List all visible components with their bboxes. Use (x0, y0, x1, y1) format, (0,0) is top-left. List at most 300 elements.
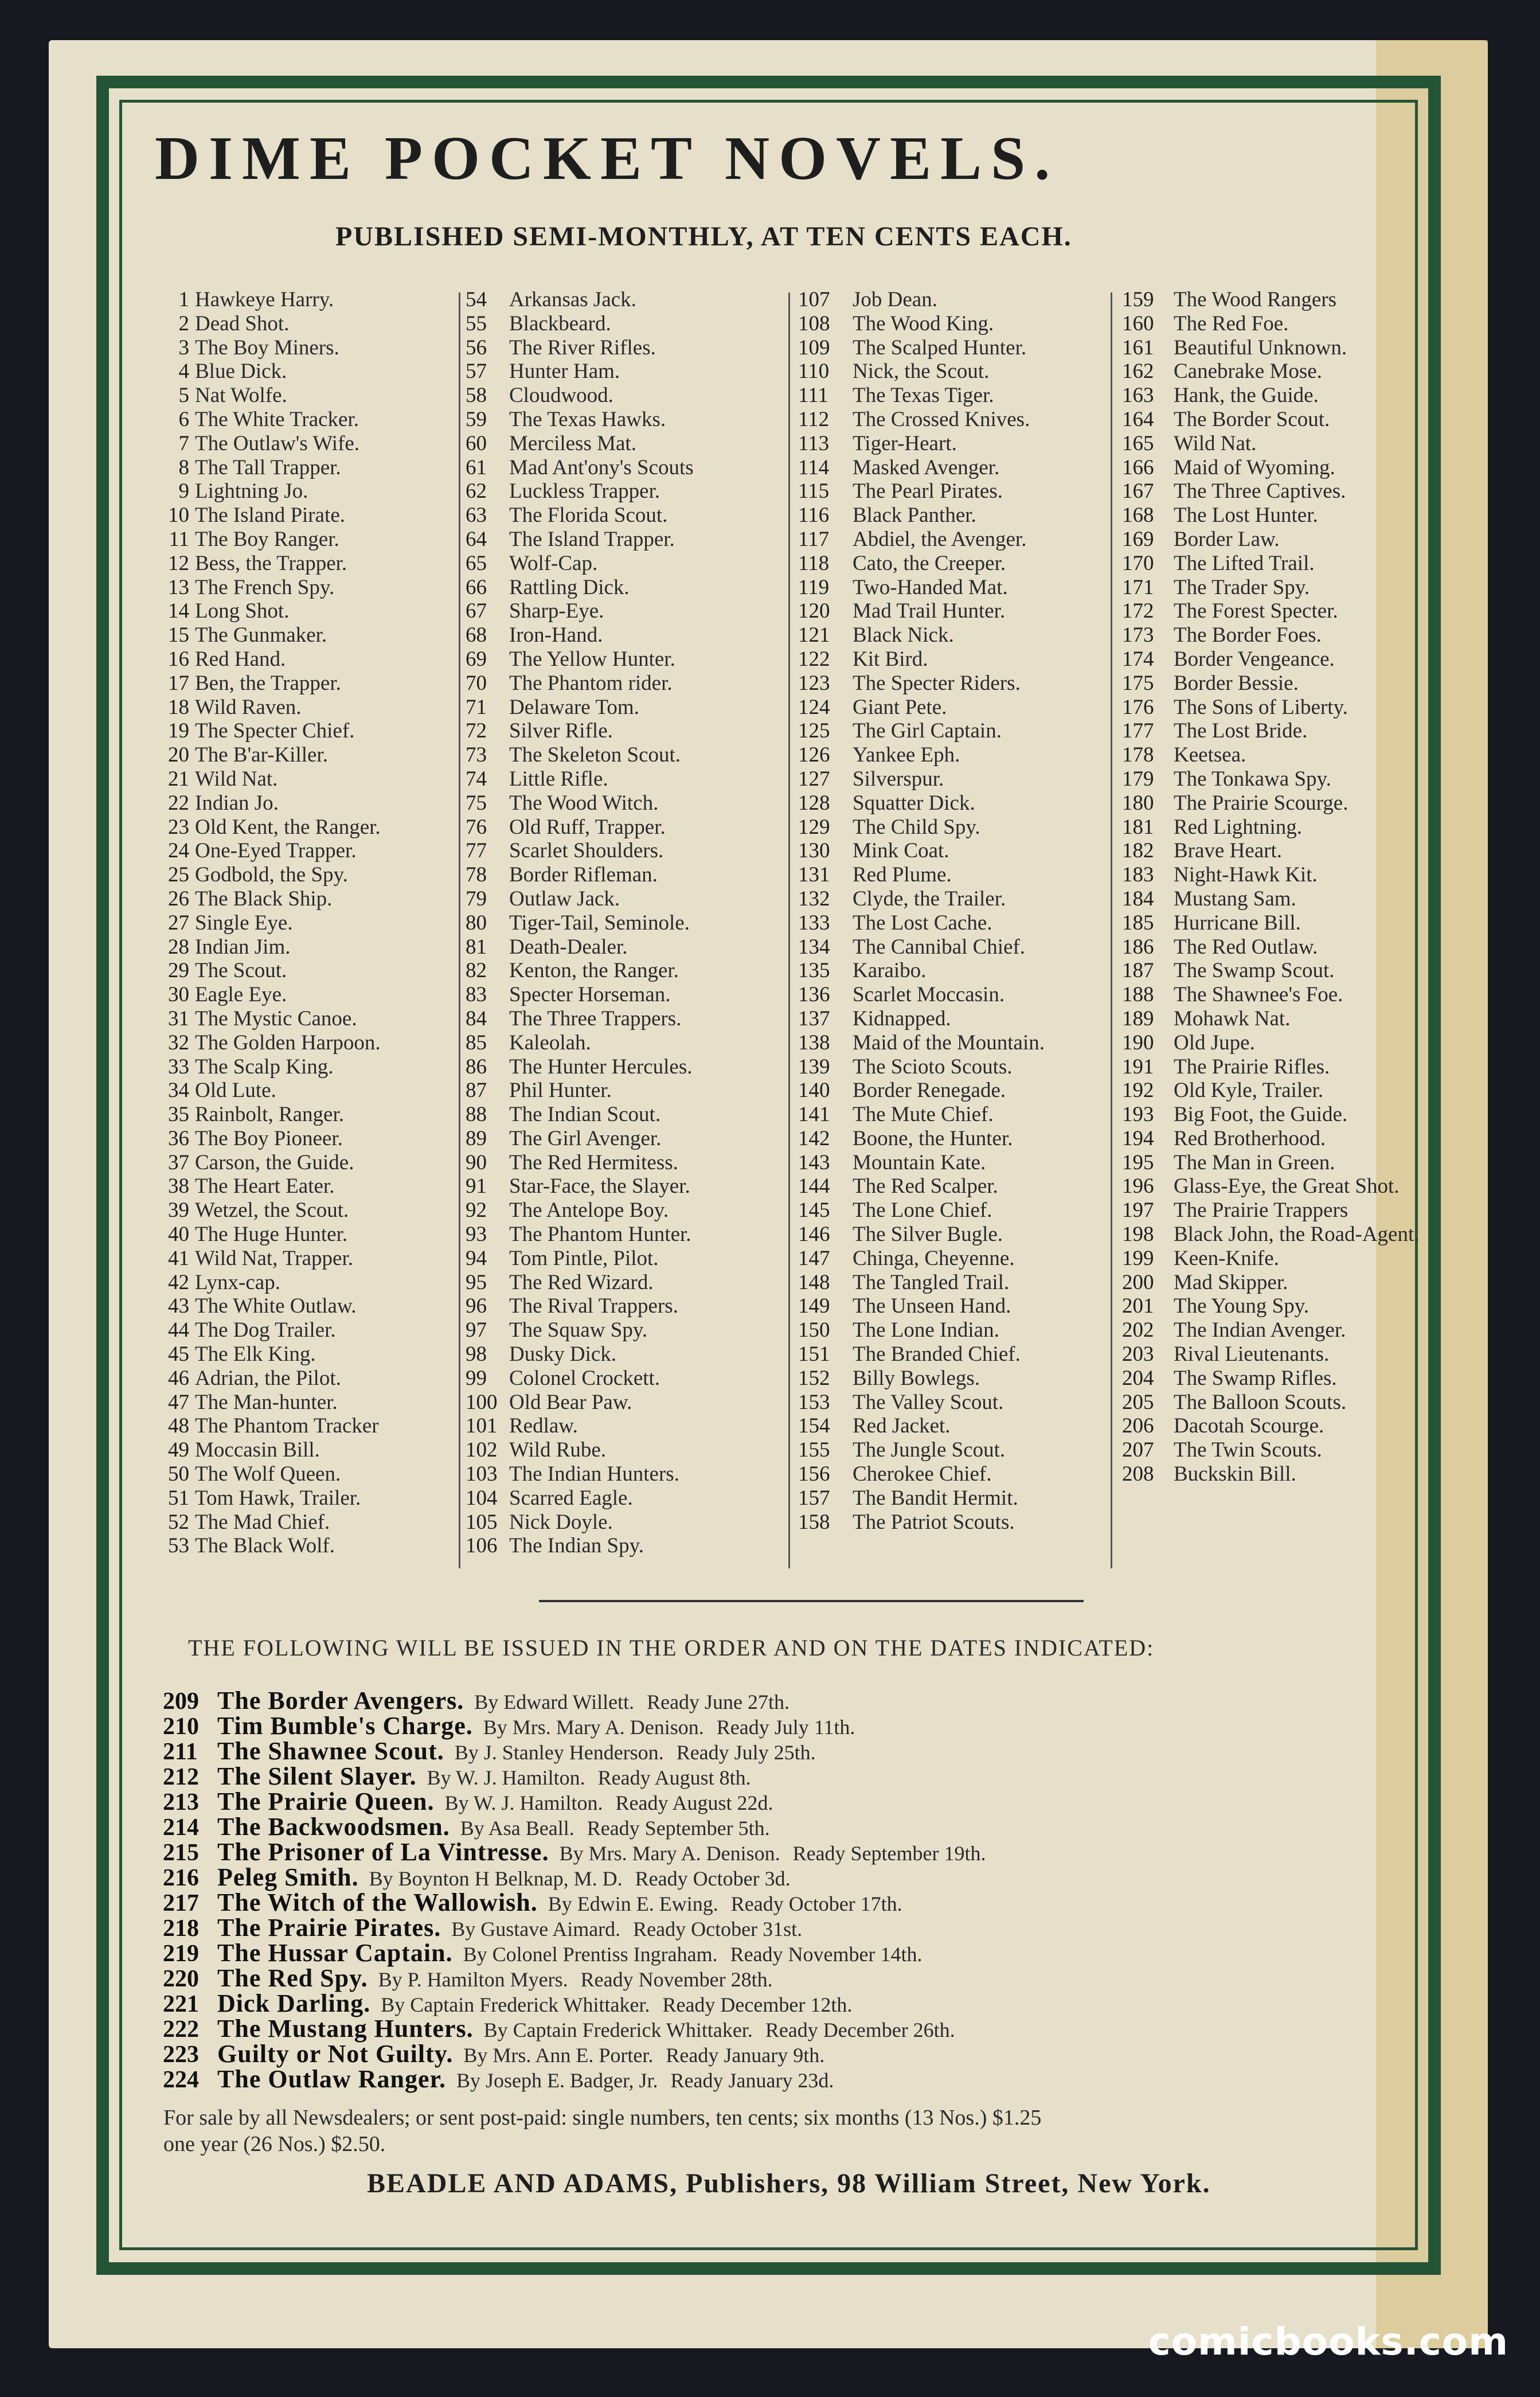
catalog-entry (798, 312, 1045, 336)
entry-number: 38 (168, 1174, 189, 1198)
catalog-entry (1122, 863, 1420, 887)
entry-number: 154 (798, 1414, 830, 1438)
catalog-entry (798, 1391, 1045, 1415)
entry-title: Two-Handed Mat. (853, 575, 1008, 599)
entry-number: 143 (798, 1150, 830, 1174)
entry-title: Rattling Dick. (509, 575, 630, 599)
catalog-entry (466, 1055, 694, 1079)
entry-title: Wolf-Cap. (509, 551, 598, 575)
catalog-entry (798, 791, 1045, 815)
catalog-entry (798, 336, 1045, 360)
entry-number: 193 (1122, 1103, 1154, 1127)
catalog-entry (162, 719, 381, 743)
entry-number: 79 (466, 887, 487, 911)
entry-number: 6 (178, 407, 189, 431)
entry-title: The Prairie Rifles. (1174, 1055, 1330, 1079)
entry-title: Nat Wolfe. (195, 384, 287, 408)
catalog-entry (466, 647, 694, 672)
entry-title: The Wolf Queen. (195, 1462, 341, 1486)
entry-number: 23 (168, 815, 189, 839)
entry-number: 3 (178, 335, 189, 360)
entry-number: 29 (168, 959, 189, 983)
catalog-entry (798, 1151, 1045, 1175)
entry-number: 144 (798, 1174, 830, 1198)
catalog-entry (1122, 1391, 1420, 1415)
catalog-entry (798, 1031, 1045, 1055)
entry-title: The Red Foe. (1174, 311, 1289, 335)
catalog-entry (466, 767, 694, 791)
entry-title: Mountain Kate. (853, 1150, 986, 1174)
entry-number: 195 (1122, 1150, 1154, 1174)
issue-title: The Red Spy. (217, 1964, 368, 1992)
entry-title: Outlaw Jack. (509, 887, 620, 911)
entry-title: Godbold, the Spy. (195, 863, 348, 887)
entry-number: 102 (466, 1438, 498, 1462)
entry-title: Glass-Eye, the Great Shot. (1174, 1174, 1400, 1198)
entry-number: 65 (466, 551, 487, 575)
entry-number: 50 (168, 1462, 189, 1486)
entry-title: Dead Shot. (195, 311, 290, 335)
entry-number: 125 (798, 719, 830, 743)
entry-title: Night-Hawk Kit. (1174, 863, 1318, 887)
entry-title: Delaware Tom. (509, 695, 639, 719)
catalog-entry (798, 1079, 1045, 1103)
entry-number: 200 (1122, 1270, 1154, 1294)
entry-number: 205 (1122, 1390, 1154, 1414)
entry-number: 147 (798, 1246, 830, 1270)
entry-number: 98 (466, 1342, 487, 1367)
entry-title: The Man in Green. (1174, 1150, 1335, 1174)
issue-title: The Outlaw Ranger. (217, 2065, 446, 2093)
catalog-entry (1122, 1438, 1420, 1462)
catalog-entry (466, 528, 694, 552)
catalog-entry (162, 696, 381, 720)
catalog-entry (466, 719, 694, 743)
catalog-entry (1122, 983, 1420, 1007)
entry-number: 168 (1122, 503, 1154, 528)
catalog-entry (466, 1247, 694, 1271)
catalog-entry (1122, 1318, 1420, 1342)
catalog-entry (1122, 432, 1420, 456)
entry-title: The Three Captives. (1174, 479, 1346, 503)
catalog-entry (798, 1127, 1045, 1151)
forthcoming-item (163, 1989, 986, 2017)
issue-title: Guilty or Not Guilty. (217, 2040, 454, 2068)
catalog-entry (466, 1342, 694, 1367)
entry-number: 75 (466, 791, 487, 815)
entry-title: Black Nick. (853, 623, 954, 647)
entry-number: 150 (798, 1318, 830, 1342)
issue-title: The Prairie Pirates. (217, 1914, 441, 1942)
entry-title: Scarlet Moccasin. (853, 983, 1005, 1007)
entry-number: 9 (178, 479, 189, 503)
catalog-entry (1122, 1367, 1420, 1391)
catalog-entry (466, 384, 694, 408)
catalog-entry (466, 360, 694, 384)
issue-date: Ready September 5th. (587, 1817, 770, 1840)
issue-number: 209 (163, 1688, 199, 1715)
entry-number: 161 (1122, 335, 1154, 360)
catalog-entry (798, 887, 1045, 911)
catalog-entry (1122, 1462, 1420, 1486)
entry-title: Tiger-Heart. (853, 431, 957, 455)
entry-title: The Wood King. (853, 311, 994, 335)
entry-title: The Red Outlaw. (1174, 935, 1318, 959)
entry-number: 73 (466, 743, 487, 767)
entry-title: Border Rifleman. (509, 863, 658, 887)
catalog-entry (1122, 479, 1420, 503)
entry-number: 139 (798, 1055, 830, 1079)
catalog-column-2 (466, 288, 694, 1558)
entry-number: 52 (168, 1510, 189, 1534)
entry-number: 104 (466, 1486, 498, 1510)
entry-title: The Rival Trappers. (509, 1294, 678, 1318)
catalog-entry (162, 1367, 381, 1391)
forthcoming-heading: THE FOLLOWING WILL BE ISSUED IN THE ORDER AND ON THE DATES INDICATED: (188, 1635, 1155, 1661)
catalog-entry (1122, 719, 1420, 743)
entry-title: Big Foot, the Guide. (1174, 1103, 1348, 1127)
entry-number: 116 (798, 503, 830, 528)
entry-title: Keetsea. (1174, 743, 1246, 767)
entry-title: The Indian Scout. (509, 1103, 661, 1127)
entry-title: Border Law. (1174, 527, 1280, 551)
entry-number: 109 (798, 335, 830, 360)
entry-number: 101 (466, 1414, 498, 1438)
catalog-entry (798, 360, 1045, 384)
entry-number: 180 (1122, 791, 1154, 815)
catalog-entry (466, 599, 694, 623)
issue-author: By W. J. Hamilton. (444, 1791, 603, 1814)
entry-number: 196 (1122, 1174, 1154, 1198)
entry-title: Mad Trail Hunter. (853, 599, 1006, 623)
entry-title: The Shawnee's Foe. (1174, 983, 1343, 1007)
entry-title: Kaleolah. (509, 1030, 591, 1055)
catalog-entry (798, 839, 1045, 863)
forthcoming-item (163, 1815, 986, 1840)
catalog-entry (798, 1271, 1045, 1295)
entry-title: The White Outlaw. (195, 1294, 357, 1318)
issue-title: The Backwoodsmen. (217, 1813, 450, 1841)
entry-title: The Island Trapper. (509, 527, 675, 551)
entry-title: Scarred Eagle. (509, 1486, 633, 1510)
entry-title: The Pearl Pirates. (853, 479, 1003, 503)
column-divider (788, 292, 790, 1568)
entry-number: 120 (798, 599, 830, 623)
entry-title: Nick Doyle. (509, 1510, 613, 1534)
entry-number: 22 (168, 791, 189, 815)
catalog-column-4 (1122, 288, 1420, 1486)
catalog-entry (162, 1486, 381, 1510)
entry-title: The Three Trappers. (509, 1006, 682, 1030)
entry-number: 27 (168, 911, 189, 935)
catalog-entry (1122, 1031, 1420, 1055)
catalog-entry (798, 576, 1045, 600)
catalog-entry (1122, 599, 1420, 623)
entry-title: The Dog Trailer. (195, 1318, 336, 1342)
entry-number: 189 (1122, 1006, 1154, 1030)
entry-number: 190 (1122, 1030, 1154, 1055)
issue-date: Ready October 31st. (633, 1918, 803, 1941)
catalog-entry (1122, 312, 1420, 336)
catalog-entry (162, 672, 381, 696)
catalog-entry (466, 1391, 694, 1415)
catalog-entry (466, 552, 694, 576)
entry-number: 141 (798, 1103, 830, 1127)
entry-number: 134 (798, 935, 830, 959)
entry-title: Old Ruff, Trapper. (509, 815, 666, 839)
entry-title: The Lost Bride. (1174, 719, 1308, 743)
entry-number: 169 (1122, 527, 1154, 551)
catalog-entry (466, 1462, 694, 1486)
entry-number: 111 (798, 384, 828, 408)
issue-number: 210 (163, 1713, 199, 1740)
catalog-entry (466, 983, 694, 1007)
catalog-entry (466, 1510, 694, 1535)
entry-title: Wetzel, the Scout. (195, 1198, 349, 1223)
entry-number: 198 (1122, 1223, 1154, 1247)
entry-number: 136 (798, 983, 830, 1007)
entry-title: Job Dean. (853, 288, 937, 311)
catalog-entry (162, 815, 381, 840)
entry-number: 71 (466, 695, 487, 719)
entry-title: Eagle Eye. (195, 983, 287, 1007)
issue-author: By Mrs. Ann E. Porter. (463, 2044, 654, 2067)
entry-title: The Scalped Hunter. (853, 335, 1027, 360)
sale-line: For sale by all Newsdealers; or sent post-paid: single numbers, ten cents; six months (13 Nos.) $1.25 (163, 2106, 1042, 2130)
forthcoming-item (163, 1941, 986, 1966)
entry-title: The Lost Hunter. (1174, 503, 1318, 528)
catalog-entry (466, 432, 694, 456)
issue-date: Ready January 9th. (666, 2044, 825, 2067)
catalog-entry (162, 1462, 381, 1486)
entry-number: 5 (178, 384, 189, 408)
entry-title: The Black Wolf. (195, 1534, 335, 1558)
catalog-entry (466, 479, 694, 503)
entry-title: The Specter Chief. (195, 719, 355, 743)
catalog-entry (162, 1271, 381, 1295)
catalog-entry (162, 1414, 381, 1438)
entry-number: 106 (466, 1534, 498, 1558)
entry-title: Border Renegade. (853, 1079, 1006, 1103)
entry-number: 112 (798, 407, 830, 431)
catalog-entry (798, 408, 1045, 432)
catalog-entry (1122, 552, 1420, 576)
entry-title: Yankee Eph. (853, 743, 960, 767)
catalog-entry (1122, 1294, 1420, 1318)
entry-title: Keen-Knife. (1174, 1246, 1279, 1270)
entry-number: 24 (168, 839, 189, 863)
issue-author: By P. Hamilton Myers. (378, 1968, 568, 1991)
catalog-entry (162, 623, 381, 647)
entry-number: 16 (168, 647, 189, 671)
catalog-entry (162, 1247, 381, 1271)
issue-title: The Prairie Queen. (217, 1787, 435, 1816)
entry-title: Red Plume. (853, 863, 952, 887)
entry-title: Giant Pete. (853, 695, 947, 719)
entry-title: Old Bear Paw. (509, 1390, 632, 1414)
entry-title: Single Eye. (195, 911, 293, 935)
entry-title: The Indian Spy. (509, 1534, 644, 1558)
catalog-entry (1122, 336, 1420, 360)
catalog-entry (162, 503, 381, 528)
entry-number: 152 (798, 1366, 830, 1390)
catalog-entry (1122, 935, 1420, 959)
entry-title: Red Brotherhood. (1174, 1126, 1326, 1150)
entry-title: The Black Ship. (195, 887, 333, 911)
entry-number: 158 (798, 1510, 830, 1534)
catalog-entry (1122, 1151, 1420, 1175)
catalog-entry (466, 1486, 694, 1510)
catalog-entry (162, 1127, 381, 1151)
issue-number: 212 (163, 1764, 199, 1790)
entry-number: 59 (466, 407, 487, 431)
entry-number: 40 (168, 1223, 189, 1247)
entry-number: 117 (798, 527, 830, 551)
entry-title: Dacotah Scourge. (1174, 1414, 1324, 1438)
entry-title: Black John, the Road-Agent. (1174, 1223, 1420, 1247)
entry-number: 61 (466, 455, 487, 479)
entry-number: 58 (466, 384, 487, 408)
entry-title: The Heart Eater. (195, 1174, 335, 1198)
entry-number: 171 (1122, 575, 1154, 599)
entry-number: 119 (798, 575, 830, 599)
entry-title: The Boy Pioneer. (195, 1126, 343, 1150)
catalog-entry (798, 1414, 1045, 1438)
issue-title: The Shawnee Scout. (217, 1737, 444, 1765)
catalog-entry (162, 479, 381, 503)
entry-number: 30 (168, 983, 189, 1007)
page-title: DIME POCKET NOVELS. (155, 124, 1060, 193)
entry-title: Death-Dealer. (509, 935, 628, 959)
catalog-entry (798, 767, 1045, 791)
entry-number: 114 (798, 455, 830, 479)
entry-title: The Skeleton Scout. (509, 743, 681, 767)
entry-number: 172 (1122, 599, 1154, 623)
issue-author: By Edwin E. Ewing. (548, 1892, 718, 1915)
catalog-entry (798, 528, 1045, 552)
catalog-entry (798, 1198, 1045, 1223)
catalog-entry (466, 1127, 694, 1151)
catalog-entry (798, 1223, 1045, 1247)
entry-title: Hank, the Guide. (1174, 384, 1319, 408)
entry-title: The Crossed Knives. (853, 407, 1030, 431)
entry-title: Redlaw. (509, 1414, 578, 1438)
catalog-entry (466, 743, 694, 767)
catalog-entry (798, 1510, 1045, 1535)
entry-number: 1 (178, 288, 189, 311)
entry-number: 129 (798, 815, 830, 839)
entry-title: The Swamp Scout. (1174, 959, 1335, 983)
entry-number: 44 (168, 1318, 189, 1342)
entry-number: 137 (798, 1006, 830, 1030)
catalog-entry (162, 1079, 381, 1103)
catalog-entry (1122, 503, 1420, 528)
entry-title: The Lifted Trail. (1174, 551, 1315, 575)
entry-title: Clyde, the Trailer. (853, 887, 1006, 911)
entry-number: 69 (466, 647, 487, 671)
entry-number: 182 (1122, 839, 1154, 863)
entry-number: 11 (169, 527, 189, 551)
issue-author: By Captain Frederick Whittaker. (381, 1993, 650, 2016)
entry-title: Ben, the Trapper. (195, 671, 341, 695)
entry-title: Red Hand. (195, 647, 286, 671)
entry-number: 74 (466, 767, 487, 791)
catalog-column-3 (798, 288, 1045, 1534)
entry-number: 160 (1122, 311, 1154, 335)
catalog-entry (466, 672, 694, 696)
entry-number: 176 (1122, 695, 1154, 719)
entry-number: 145 (798, 1198, 830, 1223)
entry-title: Border Bessie. (1174, 671, 1299, 695)
catalog-entry (1122, 1103, 1420, 1127)
entry-title: Kidnapped. (853, 1006, 951, 1030)
catalog-entry (798, 1294, 1045, 1318)
catalog-column-1 (162, 288, 381, 1558)
catalog-entry (162, 312, 381, 336)
forthcoming-item (163, 1714, 986, 1739)
issue-date: Ready January 23d. (670, 2069, 834, 2092)
entry-title: Luckless Trapper. (509, 479, 660, 503)
entry-title: The Silver Bugle. (853, 1223, 1003, 1247)
entry-number: 13 (168, 575, 189, 599)
entry-title: The Mystic Canoe. (195, 1006, 357, 1030)
entry-number: 94 (466, 1246, 487, 1270)
entry-number: 187 (1122, 959, 1154, 983)
entry-title: Brave Heart. (1174, 839, 1283, 863)
issue-author: By Joseph E. Badger, Jr. (456, 2069, 658, 2092)
catalog-entry (1122, 1055, 1420, 1079)
catalog-entry (162, 1510, 381, 1535)
entry-number: 26 (168, 887, 189, 911)
entry-title: The Tonkawa Spy. (1174, 767, 1331, 791)
catalog-entry (1122, 647, 1420, 672)
entry-number: 70 (466, 671, 487, 695)
issue-date: Ready June 27th. (647, 1691, 790, 1713)
catalog-entry (1122, 1079, 1420, 1103)
entry-number: 33 (168, 1055, 189, 1079)
entry-number: 162 (1122, 360, 1154, 384)
entry-number: 4 (178, 360, 189, 384)
forthcoming-item (163, 2067, 986, 2093)
catalog-entry (162, 791, 381, 815)
entry-number: 18 (168, 695, 189, 719)
entry-title: Hunter Ham. (509, 360, 620, 384)
entry-title: The White Tracker. (195, 407, 359, 431)
catalog-entry (798, 1055, 1045, 1079)
entry-title: The Specter Riders. (853, 671, 1021, 695)
catalog-entry (798, 1342, 1045, 1367)
entry-title: Old Kent, the Ranger. (195, 815, 381, 839)
entry-title: Red Jacket. (853, 1414, 951, 1438)
entry-title: Moccasin Bill. (195, 1438, 320, 1462)
entry-title: Canebrake Mose. (1174, 360, 1322, 384)
entry-number: 51 (168, 1486, 189, 1510)
forthcoming-item (163, 2042, 986, 2067)
entry-number: 89 (466, 1126, 487, 1150)
entry-title: Blackbeard. (509, 311, 611, 335)
catalog-entry (798, 503, 1045, 528)
entry-title: The Patriot Scouts. (853, 1510, 1015, 1534)
catalog-entry (798, 983, 1045, 1007)
entry-number: 78 (466, 863, 487, 887)
entry-number: 81 (466, 935, 487, 959)
entry-title: Lightning Jo. (195, 479, 308, 503)
entry-number: 49 (168, 1438, 189, 1462)
entry-number: 208 (1122, 1462, 1154, 1486)
entry-number: 80 (466, 911, 487, 935)
catalog-entry (1122, 887, 1420, 911)
issue-date: Ready December 12th. (662, 1993, 853, 2016)
